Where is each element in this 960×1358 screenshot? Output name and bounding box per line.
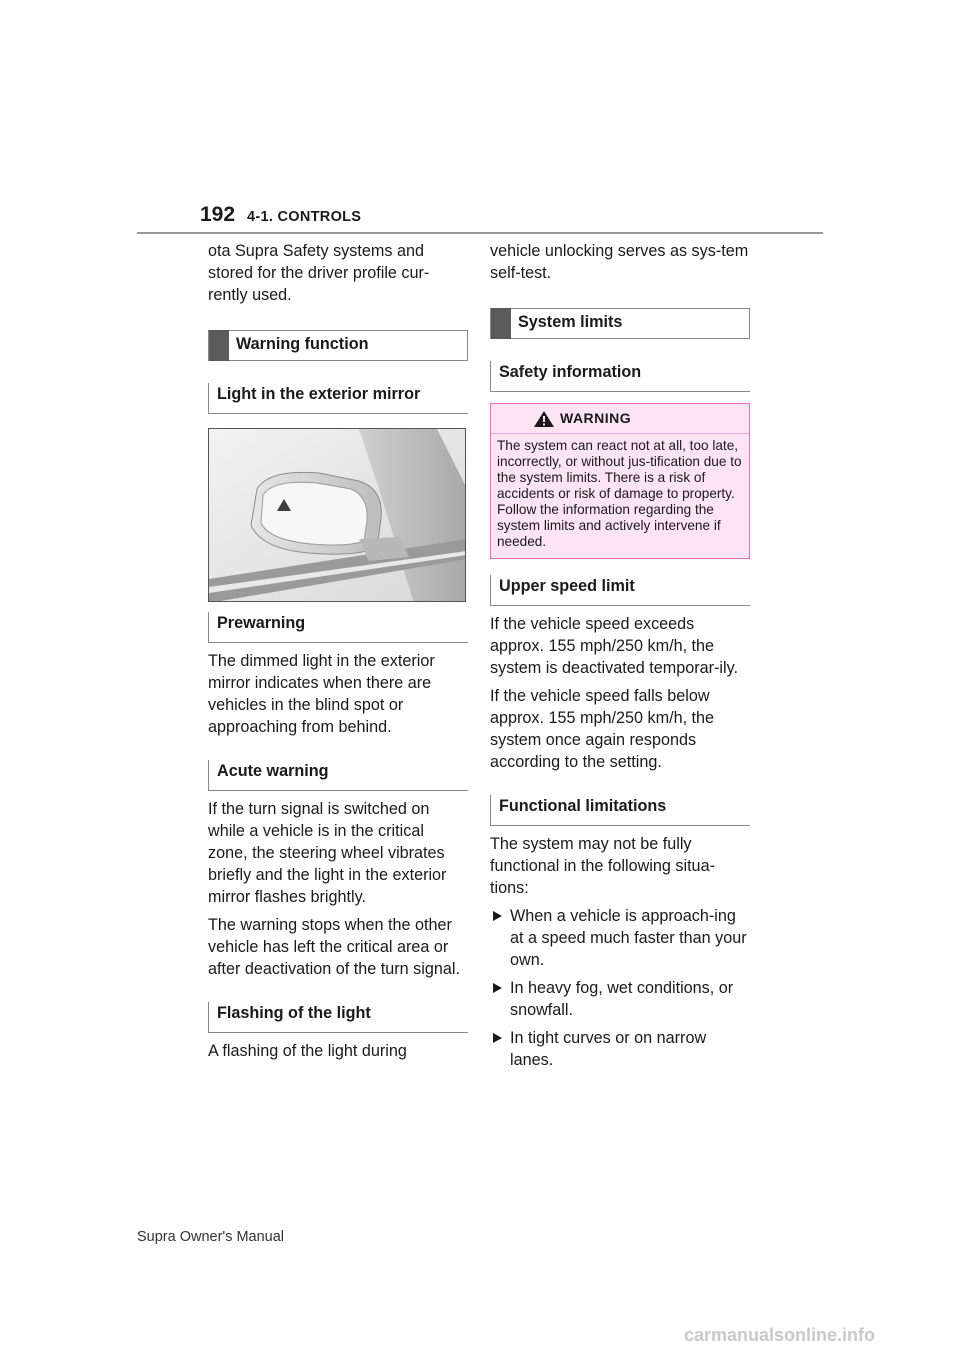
acute-warning-text-2: The warning stops when the other vehicle has left the critical area or after deactivation of the turn signal. xyxy=(208,916,460,978)
footer-manual-title: Supra Owner's Manual xyxy=(137,1229,285,1245)
section-title: 4-1. CONTROLS xyxy=(247,209,362,225)
list-item: In tight curves or on narrow lanes. xyxy=(490,1027,750,1071)
heading-system-limits xyxy=(490,308,750,339)
prewarning-text: The dimmed light in the exterior mirror indicates when there are vehicles in the blind spot or approaching from behind. xyxy=(208,652,435,736)
list-item: In heavy fog, wet conditions, or snowfall. xyxy=(490,977,750,1021)
heading-acute-warning: Acute warning xyxy=(208,760,468,791)
mirror-figure xyxy=(208,428,466,602)
heading-warning-function xyxy=(208,330,468,361)
continued-text: vehicle unlocking serves as sys-tem self-test. xyxy=(490,242,749,282)
left-column xyxy=(208,240,468,1062)
heading-marker xyxy=(209,330,229,361)
heading-marker xyxy=(491,308,511,339)
heading-flashing-light: Flashing of the light xyxy=(208,1002,468,1033)
heading-warning-function-label: Warning function xyxy=(236,335,369,353)
upper-speed-text-2: If the vehicle speed falls below approx. 155 mph/250 km/h, the system once again responds according to the setting. xyxy=(490,687,715,771)
flashing-text: A flashing of the light during xyxy=(208,1042,407,1060)
warning-triangle-icon xyxy=(533,410,555,428)
heading-light-mirror: Light in the exterior mirror xyxy=(208,383,468,414)
heading-functional-limitations: Functional limitations xyxy=(490,795,750,826)
heading-safety-information: Safety information xyxy=(490,361,750,392)
acute-warning-text-1: If the turn signal is switched on while a vehicle is in the critical zone, the steering wheel vibrates briefly and the light in the exterior mirror flashes brightly. xyxy=(208,800,447,906)
upper-speed-text-1: If the vehicle speed exceeds approx. 155 mph/250 km/h, the system is deactivated temporar-ily. xyxy=(490,615,738,677)
list-item: When a vehicle is approach-ing at a speed much faster than your own. xyxy=(490,905,750,971)
right-column xyxy=(490,240,750,1071)
intro-text: ota Supra Safety systems and stored for the driver profile cur-rently used. xyxy=(208,242,430,304)
header-rule xyxy=(137,232,823,234)
warning-title: WARNING xyxy=(560,410,632,426)
heading-system-limits-label: System limits xyxy=(518,313,623,331)
watermark: carmanualsonline.info xyxy=(684,1325,876,1345)
limitations-list xyxy=(490,905,750,1071)
warning-text: The system can react not at all, too late, incorrectly, or without jus-tification due to the system limits. There is a risk of accidents or risk of damage to property. Follow the information regarding the system limits and actively intervene if needed. xyxy=(497,438,742,549)
functional-text: The system may not be fully functional in the following situa-tions: xyxy=(490,835,715,897)
heading-upper-speed-limit: Upper speed limit xyxy=(490,575,750,606)
page-number: 192 xyxy=(200,203,236,226)
warning-box xyxy=(490,403,750,559)
heading-prewarning: Prewarning xyxy=(208,612,468,643)
warning-header xyxy=(491,404,749,434)
exterior-mirror-illustration xyxy=(209,429,466,602)
